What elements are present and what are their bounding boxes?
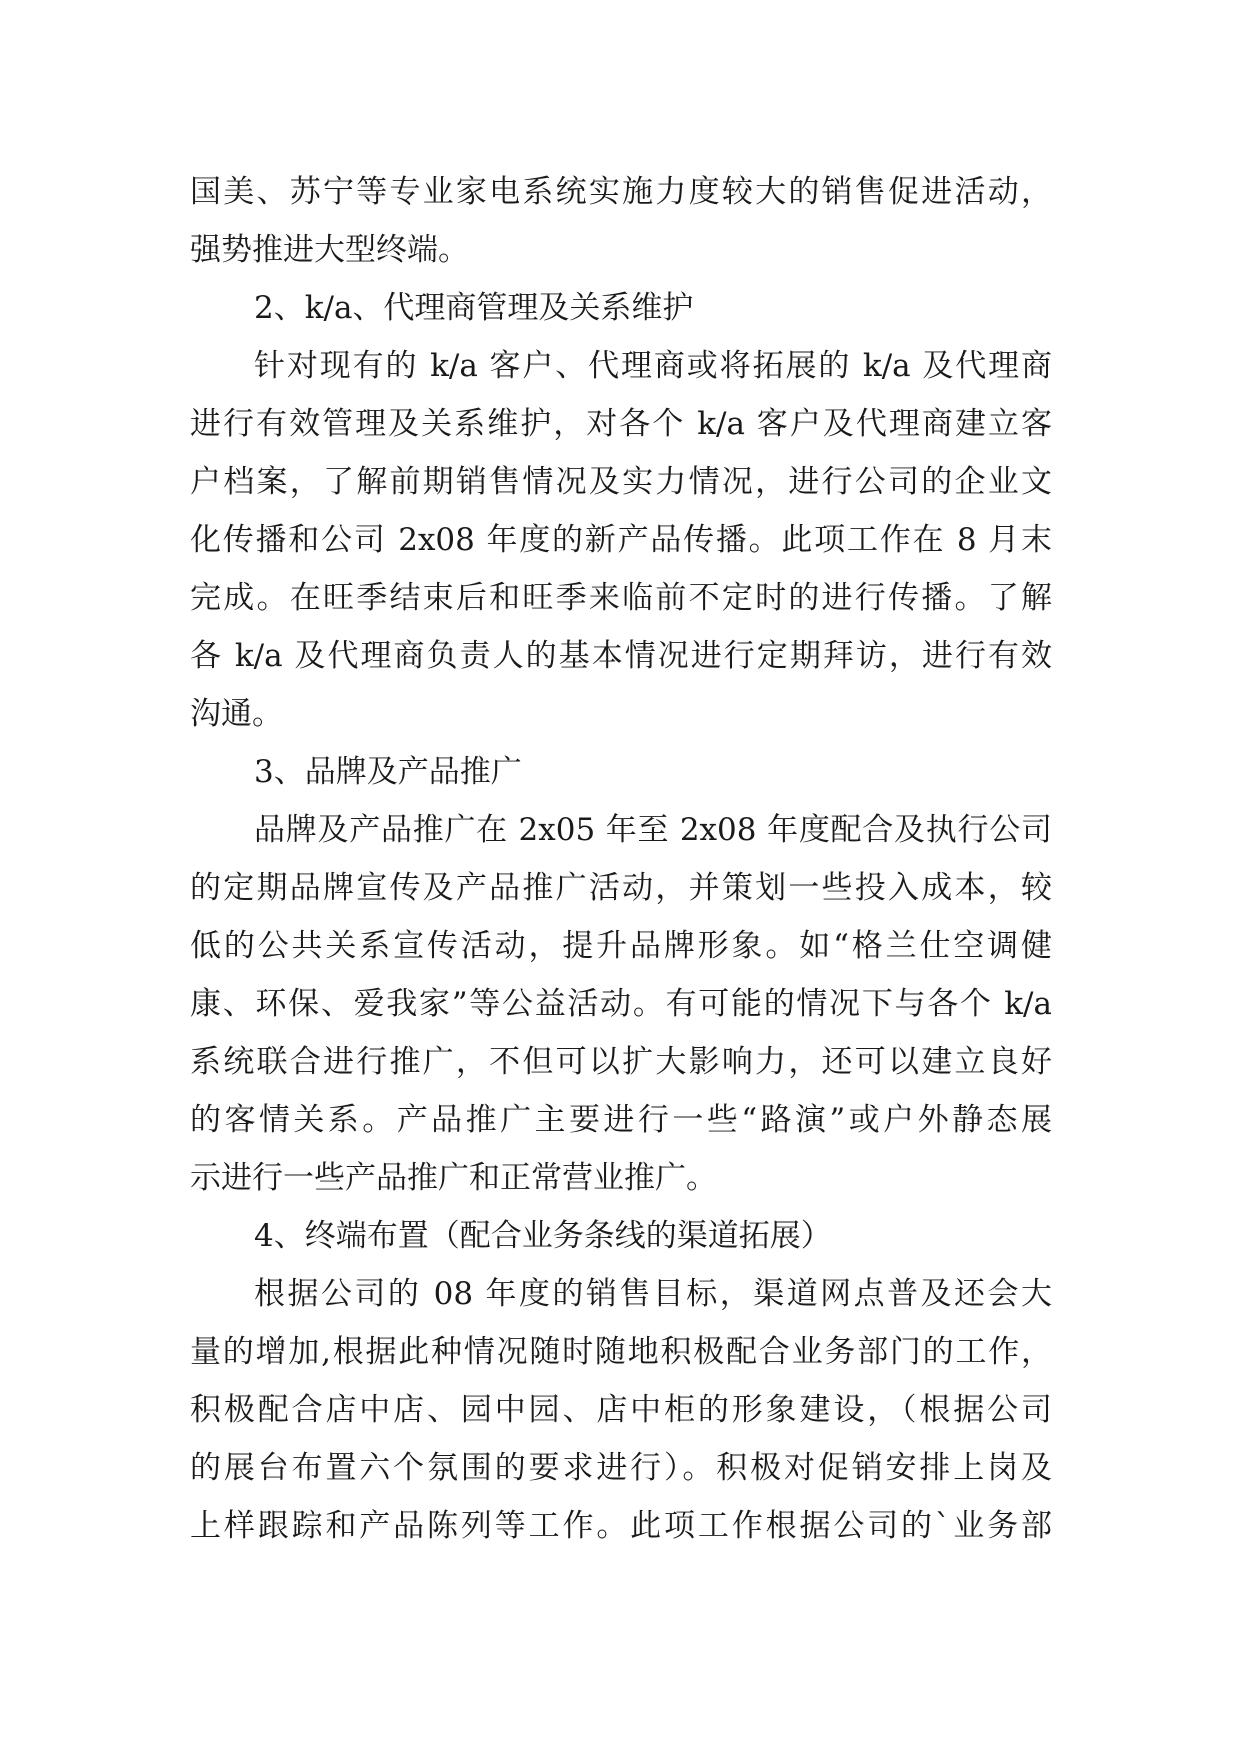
text-line: 进行有效管理及关系维护，对各个 k/a 客户及代理商建立客 [190,406,1052,442]
section-heading: 4、终端布置（配合业务条线的渠道拓展） [254,1218,832,1254]
text-line: 户档案，了解前期销售情况及实力情况，进行公司的企业文 [190,464,1052,500]
body-text [190,163,1052,1555]
text-line: 康、环保、爱我家”等公益活动。有可能的情况下与各个 k/a [190,986,1052,1022]
text-line: 量的增加,根据此种情况随时随地积极配合业务部门的工作， [190,1334,1052,1370]
text-line: 示进行一些产品推广和正常营业推广。 [190,1160,717,1196]
text-line: 上样跟踪和产品陈列等工作。此项工作根据公司的`业务部 [190,1508,1052,1544]
text-line: 根据公司的 08 年度的销售目标，渠道网点普及还会大 [254,1276,1052,1312]
text-line: 强势推进大型终端。 [190,232,469,268]
text-line: 的客情关系。产品推广主要进行一些“路演”或户外静态展 [190,1102,1052,1138]
text-line: 品牌及产品推广在 2x05 年至 2x08 年度配合及执行公司 [254,812,1052,848]
text-line: 沟通。 [190,696,283,732]
text-line: 的定期品牌宣传及产品推广活动，并策划一些投入成本，较 [190,870,1052,906]
section-heading: 3、品牌及产品推广 [254,754,522,790]
text-line: 化传播和公司 2x08 年度的新产品传播。此项工作在 8 月末 [190,522,1052,558]
text-line: 的展台布置六个氛围的要求进行）。积极对促销安排上岗及 [190,1450,1052,1486]
section-heading: 2、k/a、代理商管理及关系维护 [254,290,694,326]
text-line: 低的公共关系宣传活动，提升品牌形象。如“格兰仕空调健 [190,928,1052,964]
text-line: 各 k/a 及代理商负责人的基本情况进行定期拜访，进行有效 [190,638,1052,674]
text-line: 国美、苏宁等专业家电系统实施力度较大的销售促进活动， [190,174,1052,210]
text-line: 针对现有的 k/a 客户、代理商或将拓展的 k/a 及代理商 [254,348,1052,384]
text-line: 完成。在旺季结束后和旺季来临前不定时的进行传播。了解 [190,580,1052,616]
text-line: 系统联合进行推广，不但可以扩大影响力，还可以建立良好 [190,1044,1052,1080]
text-line: 积极配合店中店、园中园、店中柜的形象建设，（根据公司 [190,1392,1052,1428]
